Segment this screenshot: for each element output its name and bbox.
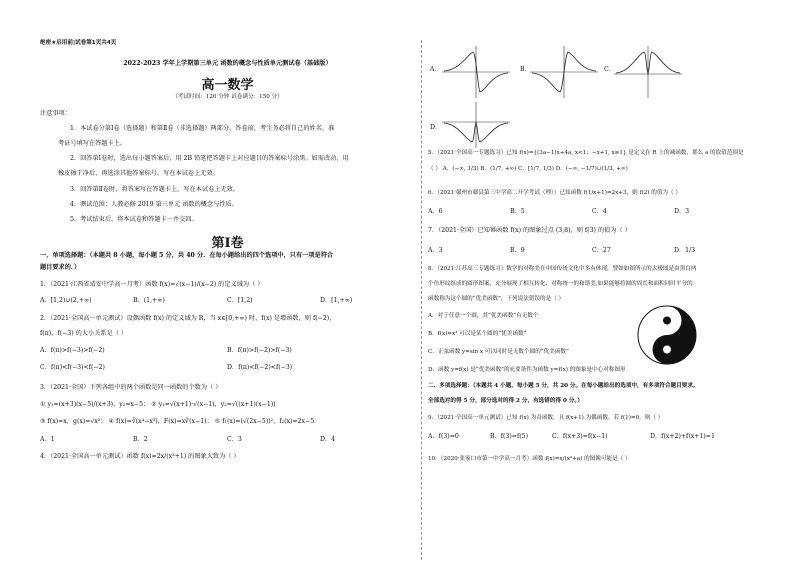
q8-option-d: D．函数 y=f(x) 是“优美函数”的充要条件为函数 y=f(x) 的图象是中心对称图形 [428,367,626,373]
secret-header: 绝密★启用前|试卷第1页共4页 [40,40,117,46]
graph-label-d: D． [430,124,442,131]
q2-option-b: B．f(π)>f(−2)>f(−3) [227,347,292,354]
question-9: 9．（2021·全国高一单元测试）已知 f(x) 为奇函数，且 f(x+1) 为偶函数，若 f(1)=0，则（ ） [428,415,664,421]
q6-option-c: C．4 [592,208,607,215]
q8-option-b: B．f(x)=x³ 可以是某个圆的“优美函数” [428,331,527,337]
question-8: 8．（2021·江苏高三专题练习）数学的对称美在中国传统文化中多有体现，譬如如图所示的太极图是由黑白两 [428,266,697,272]
question-2-cont: f(π)，f(−3) 的大小关系是（ ） [40,330,128,337]
notice-item: 橡皮擦干净后，再选涂其他答案标号。写在本试卷上无效。 [58,170,219,177]
q7-option-a: A．3 [428,247,443,254]
graph-b-icon [528,44,600,100]
question-7: 7．（2021·全国）已知幂函数 f(x) 的图象过点 (3,8)，则 f(3) 的值为（ ） [428,227,631,234]
q1-option-c: C．[1,2) [227,297,253,304]
q3-option-a: A．1 [40,436,55,443]
section-2-intro: 全部选对的得 5 分，部分选对的得 2 分，有选错的得 0 分。） [428,398,583,404]
q9-option-c: C．f(x+3)=f(x−1) [552,433,608,440]
notice-item: 考证号填写在答题卡上。 [58,140,127,147]
graph-a-icon [440,44,512,100]
section-intro: 题目要求的．） [40,264,81,271]
graph-d-icon [440,100,512,150]
q6-option-a: A．6 [428,208,443,215]
notice-item: 4．测试范围：人教必修 2019 第三单元 函数的概念与性质。 [70,201,238,208]
question-8-cont: 个鱼形纹组成的圆形图案，充分展现了相互转化、对称统一的和谐美.如果能够将圆的周长和面积同时平分的 [428,281,693,287]
q3-option-c: C．3 [227,436,242,443]
q9-option-a: A．f(3)=0 [428,433,459,440]
q2-option-a: A．f(π)>f(−3)>f(−2) [40,347,105,354]
paper-title: 2022-2023 学年上学期第三单元 函数的概念与性质单元测试卷（基础版） [123,60,332,67]
taiji-icon [636,304,698,366]
notice-heading: 注意事项： [40,110,71,117]
section-intro: 一、单项选择题：（本题共 8 小题，每小题 5 分，共 40 分．在每小题给出的四个选项中，只有一项是符合 [40,252,334,259]
q2-option-c: C．f(π)<f(−3)<f(−2) [40,364,105,371]
question-6: 6．（2021·赣州市赣县第三中学高二开学考试（理））已知函数 f(1/x+1)=2x+3，则 f(2) 的值为（ ） [428,190,682,196]
question-4: 4．（2021·全国高一单元测试）函数 f(x)=2x/(x²+1) 的图象大致为（ ） [40,453,240,460]
q1-option-b: B．(1,+∞) [133,297,165,304]
q1-option-d: D．[1,+∞) [320,297,353,304]
q7-option-b: B．9 [510,247,525,254]
section-2-intro: 二、多项选择题：（本题共 4 小题，每小题 5 分，共 20 分。在每小题给出的选项中，有多项符合题目要求。 [428,383,699,389]
question-3-line2: ③ f(x)=x，g(x)=√x²； ④ f(x)=∛(x⁴−x³)，F(x)=x∛(x−1)； ⑤ f₁(x)=(√(2x−5))²，f₂(x)=2x−5． [40,418,321,425]
q6-option-d: D．3 [674,208,690,215]
notice-item: 1．本试卷分第Ⅰ卷（选择题）和第Ⅱ卷（非选择题）两部分。答卷前，考生务必将自己的姓名、准 [70,125,335,132]
graph-label-a: A． [430,66,441,73]
question-5-options: （ ） A．(−∞, 1/3) B．(1/7, +∞) C．[1/7, 1/3) D．(−∞, −1/7)∪(1/3, +∞) [428,166,628,172]
q3-option-b: B．2 [133,436,148,443]
question-10: 10．（2020·张家口市第一中学高一月考）函数 f(x)=x/(x²+a) 的图像可能是（ ） [428,456,631,462]
question-1: 1．（2021·江西省靖安中学高一月考）函数 f(x)=√(x−1)/(x−2) 的定义域为（ ） [40,281,264,288]
question-2: 2．（2021·全国高一单元测试）设偶函数 f(x) 的定义域为 R，当 x∈[0,+∞) 时，f(x) 是增函数，则 f(−2)， [40,315,336,322]
question-3-line1: ① y₁=(x+3)(x−5)/(x+3)，y₂=x−5； ② y₁=√(x+1)·√(x−1)，y₂=√((x+1)(x−1)) [40,401,276,408]
graph-label-c: C． [604,66,615,73]
notice-item: 5．考试结束后，将本试卷和答题卡一并交回。 [70,216,198,223]
q7-option-d: D．1/3 [674,247,696,254]
question-3: 3．（2021·全国）下列各组中的两个函数是同一函数的个数为（ ） [40,384,222,391]
subject-title: 高一数学 [201,78,254,93]
q2-option-d: D．f(π)<f(−2)<f(−3) [227,364,293,371]
q8-option-a: A．对于任意一个圆，其“优美函数”有无数个 [428,313,539,319]
q9-option-d: D．f(x+2)+f(x+1)=1 [650,433,715,440]
notice-item: 2．回答第Ⅰ卷时，选出每小题答案后，用 2B 铅笔把答题卡上对应题目的答案标号涂黑。如需改动，用 [70,155,349,162]
column-divider [421,40,423,560]
graph-c-icon [612,44,684,100]
q9-option-b: B．f(3)=f(5) [490,433,529,440]
q7-option-c: C．27 [592,247,611,254]
q1-option-a: A．[1,2)∪(2,+∞) [40,297,92,304]
graph-label-b: B． [520,66,531,73]
question-8-cont: 函数称为这个圆的“优美函数”，下列说法错误的是（ ） [428,296,565,302]
notice-item: 3．回答第Ⅱ卷时，将答案写在答题卡上。写在本试卷上无效。 [70,186,240,193]
q6-option-b: B．5 [510,208,525,215]
section-title: 第Ⅰ卷 [211,236,244,251]
question-5: 5．（2021·全国高一专题练习）已知 f(x)={(3a−1)x+4a, x<1；−x+1, x≥1} 是定义在 R 上的减函数，那么 a 的取值范围是 [428,150,744,156]
exam-info: （考试时间：120 分钟 试卷满分：150 分） [172,94,283,100]
q3-option-d: D．4 [320,436,336,443]
q8-option-c: C．正弦函数 y=sin x 可以同时是无数个圆的“优美函数” [428,349,569,355]
